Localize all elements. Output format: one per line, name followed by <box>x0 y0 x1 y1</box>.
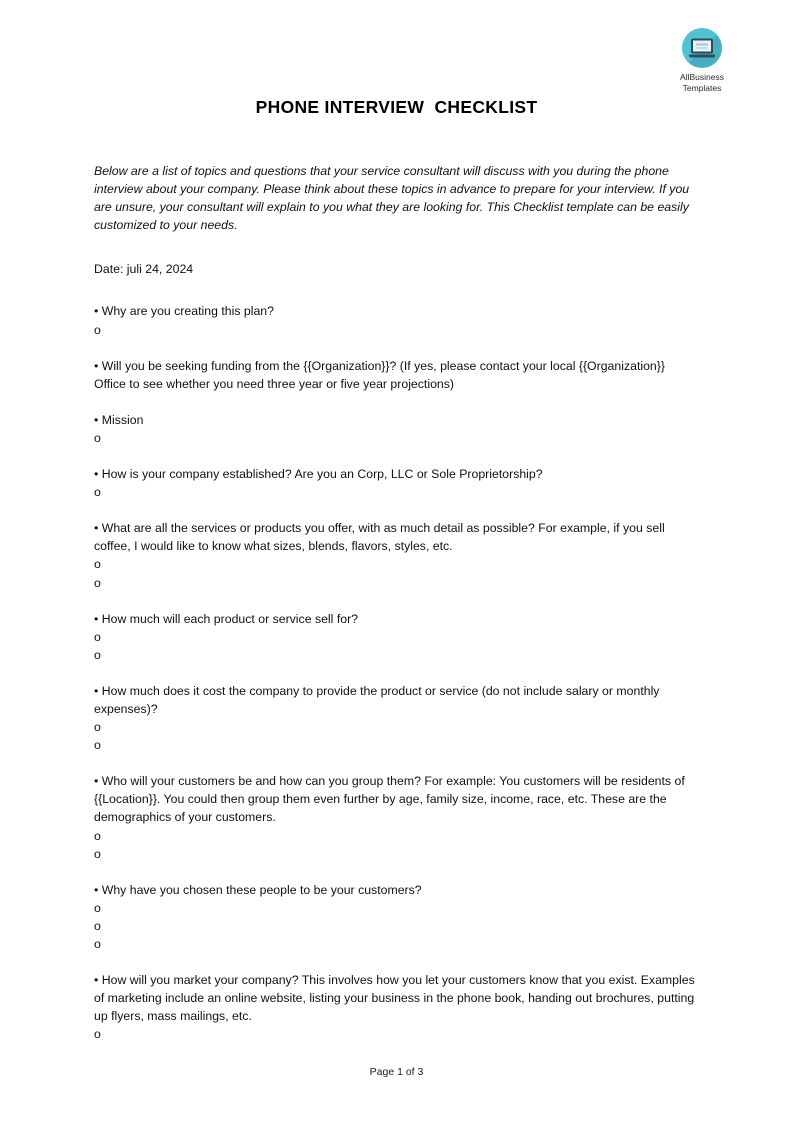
checklist-answer-slot[interactable]: o <box>94 557 101 572</box>
logo-text-line-2: Templates <box>682 82 722 93</box>
checklist-question: • How is your company established? Are you an Corp, LLC or Sole Proprietorship? <box>94 467 543 482</box>
checklist-question: • Why are you creating this plan? <box>94 304 274 319</box>
checklist-question: • Who will your customers be and how can you group them? For example: You customers will be residents of {{Location}}. You could then group them even further by age, family size, income, race, etc. These are the demographics of your customers. <box>94 774 685 825</box>
checklist-item <box>94 302 698 338</box>
checklist-item <box>94 411 698 447</box>
checklist-question: • How will you market your company? This involves how you let your customers know that you exist. Examples of marketing include an online website, listing your business in the phone book, handing out brochures, putting up flyers, mass mailings, etc. <box>94 973 695 1024</box>
checklist-item <box>94 881 698 953</box>
checklist-question: • What are all the services or products you offer, with as much detail as possible? For example, if you sell coffee, I would like to know what sizes, blends, flavors, styles, etc. <box>94 521 665 554</box>
checklist-answer-slot[interactable]: o <box>94 575 101 590</box>
checklist-item <box>94 357 698 393</box>
checklist-answer-slot[interactable]: o <box>94 720 101 735</box>
allbusiness-templates-logo <box>656 28 748 93</box>
checklist-question: • How much does it cost the company to provide the product or service (do not include salary or monthly expenses)? <box>94 683 660 716</box>
checklist-answer-slot[interactable]: o <box>94 485 101 500</box>
checklist-item <box>94 610 698 664</box>
checklist-answer-slot[interactable]: o <box>94 900 101 915</box>
checklist-answer-slot[interactable]: o <box>94 828 101 843</box>
checklist-item <box>94 519 698 591</box>
checklist-question: • Mission <box>94 412 144 427</box>
checklist-answer-slot[interactable]: o <box>94 647 101 662</box>
document-body <box>94 162 698 1061</box>
laptop-base <box>689 55 715 58</box>
page-title: PHONE INTERVIEW CHECKLIST <box>255 97 538 117</box>
checklist-item <box>94 772 698 862</box>
checklist-questions <box>94 302 698 1043</box>
date-line: Date: juli 24, 2024 <box>94 262 194 277</box>
checklist-answer-slot[interactable]: o <box>94 1027 101 1042</box>
checklist-answer-slot[interactable]: o <box>94 937 101 951</box>
checklist-answer-slot[interactable]: o <box>94 629 101 644</box>
laptop-glyph <box>689 39 715 58</box>
checklist-answer-slot[interactable]: o <box>94 918 101 933</box>
checklist-item <box>94 971 698 1043</box>
intro-paragraph: Below are a list of topics and questions that your service consultant will discuss with you during the phone interview about your company. Please think about these topics in advance to prepare for your interview. If you are unsure, your consultant will explain to you what they are looking for. This Checklist template can be easily customized to your needs. <box>94 164 690 233</box>
checklist-question: • Why have you chosen these people to be your customers? <box>94 882 422 897</box>
logo-text-line-1: AllBusiness <box>680 72 724 82</box>
checklist-answer-slot[interactable]: o <box>94 430 101 445</box>
laptop-screen-inner <box>693 41 711 52</box>
checklist-answer-slot[interactable]: o <box>94 738 101 753</box>
laptop-screen-line <box>696 44 709 46</box>
laptop-icon <box>682 28 722 68</box>
laptop-screen-line <box>696 47 709 49</box>
logo-text <box>656 72 748 93</box>
laptop-screen <box>691 39 713 54</box>
checklist-question: • Will you be seeking funding from the {{Organization}}? (If yes, please contact your local {{Organization}} Office to see whether you need three year or five year projections) <box>94 358 665 391</box>
checklist-question: • How much will each product or service sell for? <box>94 611 359 626</box>
checklist-item <box>94 465 698 501</box>
checklist-answer-slot[interactable]: o <box>94 846 101 861</box>
checklist-item <box>94 682 698 754</box>
checklist-answer-slot[interactable]: o <box>94 322 101 337</box>
page-footer: Page 1 of 3 <box>369 1066 424 1078</box>
